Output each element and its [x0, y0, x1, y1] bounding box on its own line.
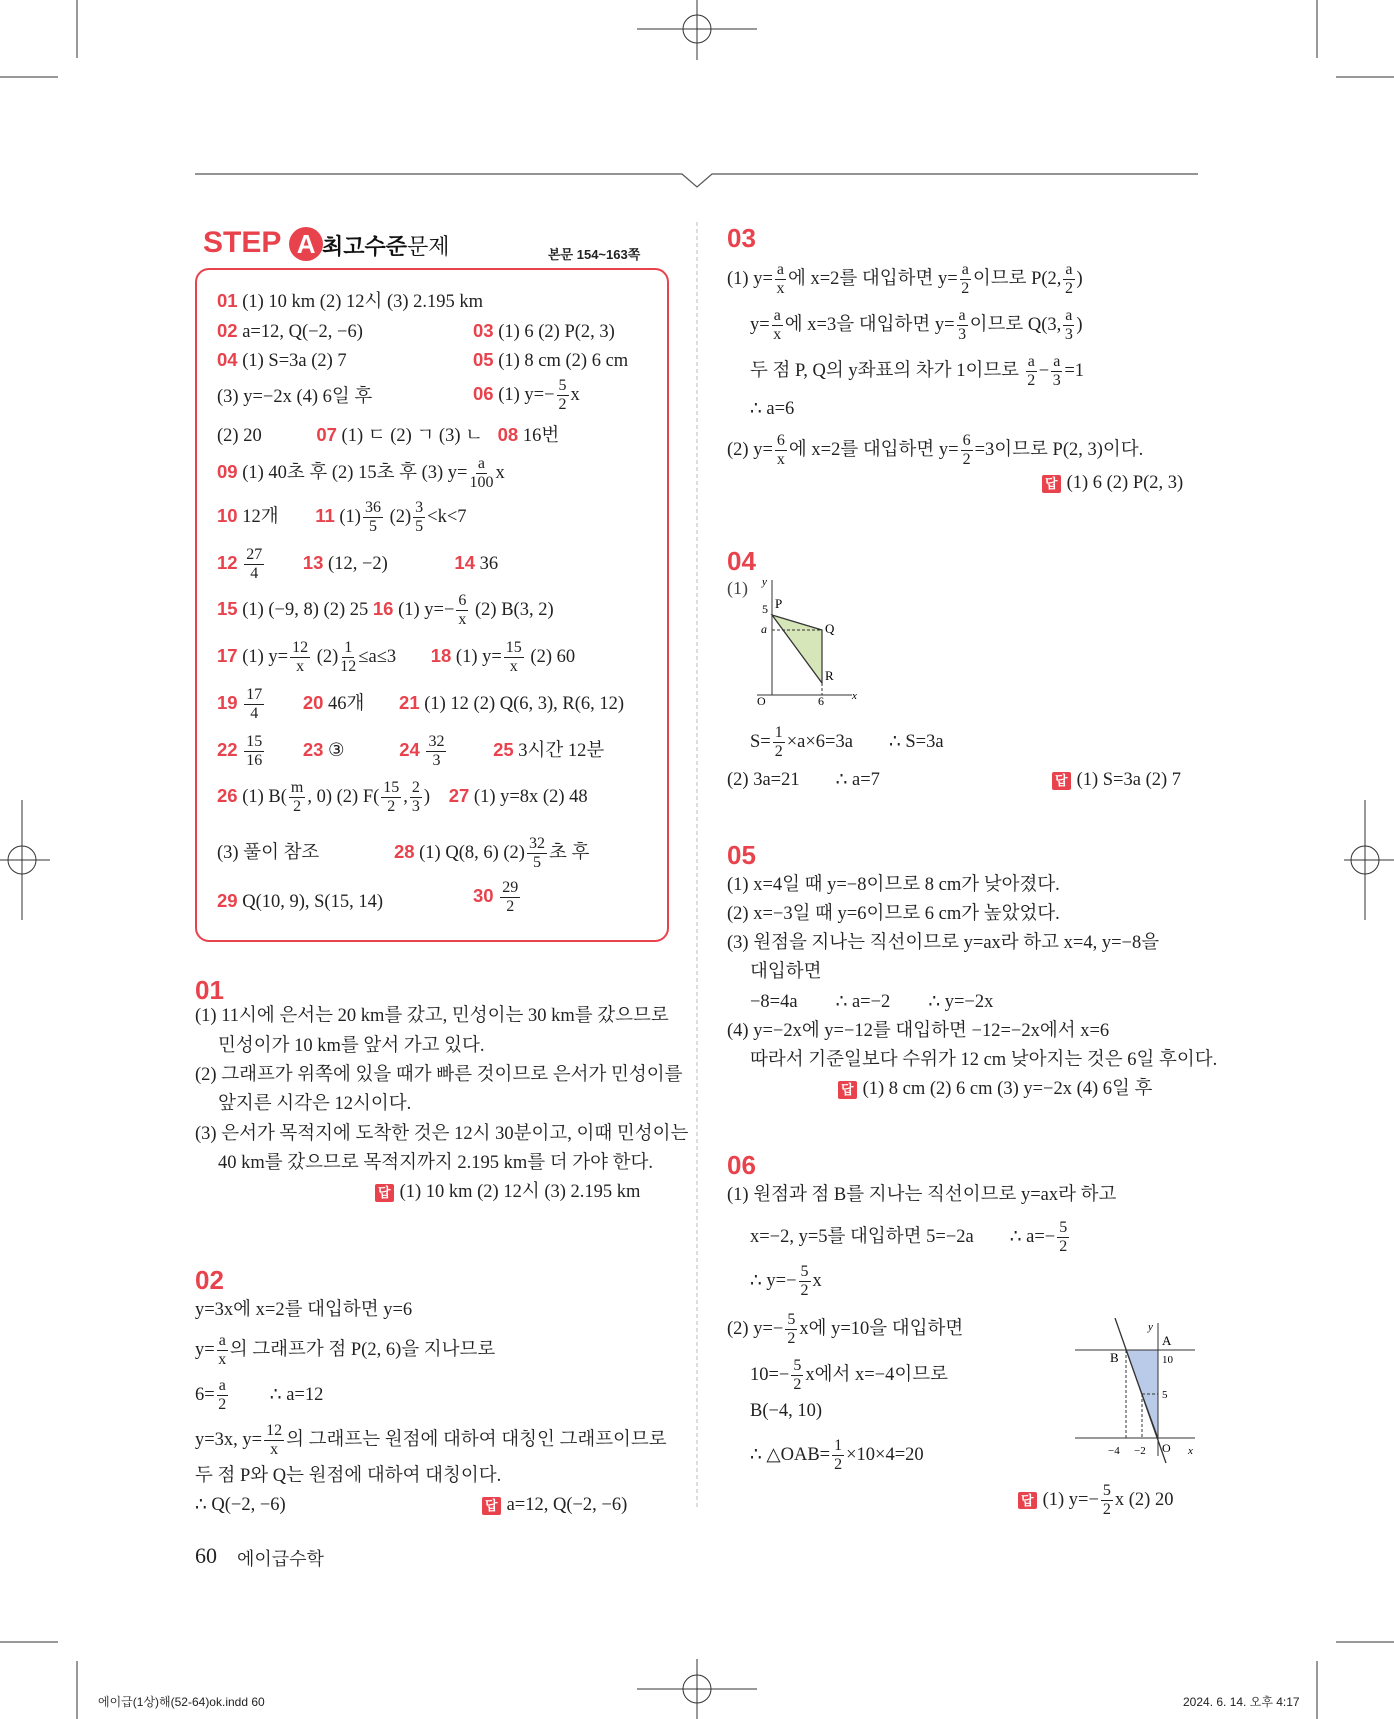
svg-text:x: x: [1188, 1445, 1193, 1457]
s01-line-6: 40 km를 갔으므로 목적지까지 2.195 km를 더 가야 한다.: [218, 1153, 653, 1173]
s06-line-1: (1) 원점과 점 B를 지나는 직선이므로 y=ax라 하고: [727, 1185, 1117, 1205]
svg-text:5: 5: [762, 602, 768, 616]
summary-row-10: 17 (1) y= $\frac{12}{x}$ (2) $\frac{1}{12}$ ≤a≤3 18 (1) y= $\frac{15}{x}$ (2) 60: [217, 639, 576, 675]
s05-line-7: 따라서 기준일보다 수위가 12 cm 낮아지는 것은 6일 후이다.: [750, 1050, 1218, 1070]
summary-row-12: 22 $\frac{15}{16}$ 23 ③ 24 $\frac{32}{3}$ 25 3시간 12분: [217, 733, 605, 769]
s06-line-2: x=−2, y=5를 대입하면 5=−2a ∴ a=− $\frac{5}{2}$: [750, 1219, 1068, 1255]
page-reference: 본문 154~163쪽: [548, 247, 641, 262]
summary-row-8: 12 $\frac{27}{4}$ 13 (12, −2) 14 36: [217, 546, 499, 582]
svg-text:Q: Q: [825, 621, 835, 636]
summary-row-15: 29 Q(10, 9), S(15, 14): [217, 890, 383, 912]
s03-line-4: ∴ a=6: [750, 399, 795, 419]
s06-line-6: B(−4, 10): [750, 1401, 823, 1421]
summary-row-7: 10 12개 11 (1) $\frac{36}{5}$ (2) $\frac{3}{5}$ <k<7: [217, 499, 467, 535]
graph-triangle-oab: [1070, 1318, 1200, 1468]
s01-answer: 답 (1) 10 km (2) 12시 (3) 2.195 km: [375, 1181, 640, 1203]
svg-text:10: 10: [1162, 1354, 1173, 1366]
page-number: 60: [195, 1543, 217, 1568]
s06-line-7: ∴ △OAB= $\frac{1}{2}$ ×10×4=20: [750, 1437, 924, 1473]
s04-line-2: (2) 3a=21 ∴ a=7: [727, 770, 880, 790]
s05-answer: 답 (1) 8 cm (2) 6 cm (3) y=−2x (4) 6일 후: [838, 1078, 1152, 1100]
s05-line-6: (4) y=−2x에 y=−12를 대입하면 −12=−2x에서 x=6: [727, 1021, 1110, 1041]
summary-row-2a: 02 a=12, Q(−2, −6): [217, 320, 363, 342]
s01-line-4: 앞지른 시각은 12시이다.: [218, 1094, 412, 1114]
summary-row-3b: 05 (1) 8 cm (2) 6 cm: [473, 349, 629, 371]
s02-line-5: 두 점 P와 Q는 원점에 대하여 대칭이다.: [195, 1466, 502, 1486]
s02-line-6: ∴ Q(−2, −6): [195, 1495, 286, 1515]
svg-text:a: a: [761, 622, 767, 636]
s02-line-2: y= $\frac{a}{x}$ 의 그래프가 점 P(2, 6)을 지나므로: [195, 1332, 496, 1368]
svg-text:6: 6: [818, 694, 824, 705]
s02-answer: 답 a=12, Q(−2, −6): [482, 1494, 627, 1516]
svg-text:B: B: [1110, 1350, 1119, 1365]
solution-03-number: 03: [727, 223, 756, 253]
svg-text:x: x: [852, 690, 857, 702]
s02-line-3: 6= $\frac{a}{2}$ ∴ a=12: [195, 1377, 324, 1413]
svg-text:P: P: [775, 596, 783, 611]
s03-line-5: (2) y= $\frac{6}{x}$ 에 x=2를 대입하면 y= $\frac{6}{2}$ =3이므로 P(2, 3)이다.: [727, 432, 1144, 468]
s06-line-5: 10=− $\frac{5}{2}$ x에서 x=−4이므로: [750, 1357, 948, 1393]
svg-text:y: y: [762, 576, 767, 588]
svg-text:R: R: [825, 668, 834, 683]
summary-row-9: 15 (1) (−9, 8) (2) 25 16 (1) y=− $\frac{6}{x}$ (2) B(3, 2): [217, 592, 554, 628]
section-title: 최고수준문제: [322, 234, 450, 259]
summary-row-6: 09 (1) 40초 후 (2) 15초 후 (3) y= $\frac{a}{100}$ x: [217, 455, 505, 491]
s01-line-1: (1) 11시에 은서는 20 km를 갔고, 민성이는 30 km를 갔으므로: [195, 1006, 669, 1026]
summary-row-11: 19 $\frac{17}{4}$ 20 46개 21 (1) 12 (2) Q(6, 3), R(6, 12): [217, 686, 625, 722]
s02-line-1: y=3x에 x=2를 대입하면 y=6: [195, 1300, 413, 1320]
answer-tag: 답: [482, 1497, 501, 1515]
s05-line-3: (3) 원점을 지나는 직선이므로 y=ax라 하고 x=4, y=−8을: [727, 933, 1160, 953]
s03-line-3: 두 점 P, Q의 y좌표의 차가 1이므로 $\frac{a}{2}$ − $\frac{a}{3}$ =1: [750, 353, 1085, 389]
svg-text:−2: −2: [1134, 1445, 1146, 1457]
summary-row-4b: 06 (1) y=− $\frac{5}{2}$ x: [473, 377, 580, 413]
answer-tag: 답: [1018, 1492, 1037, 1510]
summary-row-1: 01 (1) 10 km (2) 12시 (3) 2.195 km: [217, 290, 484, 312]
step-label: STEP A: [203, 226, 323, 261]
print-filename: 에이급(1상)해(52-64)ok.indd 60: [98, 1695, 265, 1709]
answer-tag: 답: [838, 1081, 857, 1099]
summary-row-4a: (3) y=−2x (4) 6일 후: [217, 387, 373, 407]
step-letter-badge: A: [289, 227, 323, 261]
s05-line-1: (1) x=4일 때 y=−8이므로 8 cm가 낮아졌다.: [727, 875, 1060, 895]
svg-text:−4: −4: [1108, 1445, 1120, 1457]
summary-row-3a: 04 (1) S=3a (2) 7: [217, 349, 347, 371]
s06-line-3: ∴ y=− $\frac{5}{2}$ x: [750, 1263, 822, 1299]
s06-answer: 답 (1) y=− $\frac{5}{2}$ x (2) 20: [1018, 1483, 1173, 1518]
s05-line-5: −8=4a ∴ a=−2 ∴ y=−2x: [750, 992, 994, 1012]
solution-04-number: 04: [727, 546, 756, 576]
s01-line-5: (3) 은서가 목적지에 도착한 것은 12시 30분이고, 이때 민성이는: [195, 1124, 689, 1144]
summary-row-5: (2) 20 07 (1) ㄷ (2) ㄱ (3) ㄴ 08 16번: [217, 424, 560, 446]
s02-line-4: y=3x, y= $\frac{12}{x}$ 의 그래프는 원점에 대하여 대칭인 그래프이므로: [195, 1422, 667, 1458]
summary-row-2b: 03 (1) 6 (2) P(2, 3): [473, 320, 615, 342]
s03-line-2: y= $\frac{a}{x}$ 에 x=3을 대입하면 y= $\frac{a}{3}$ 이므로 Q(3, $\frac{a}{3}$ ): [750, 307, 1083, 343]
s04-part1: (1): [727, 578, 748, 598]
s05-line-4: 대입하면: [750, 962, 822, 982]
solution-05-number: 05: [727, 840, 756, 870]
svg-text:O: O: [757, 694, 766, 705]
solution-02-number: 02: [195, 1265, 224, 1295]
svg-text:y: y: [1148, 1321, 1153, 1333]
s03-answer: 답 (1) 6 (2) P(2, 3): [1042, 472, 1183, 494]
s03-line-1: (1) y= $\frac{a}{x}$ 에 x=2를 대입하면 y= $\frac{a}{2}$ 이므로 P(2, $\frac{a}{2}$ ): [727, 261, 1083, 297]
s04-line-1: S= $\frac{1}{2}$ ×a×6=3a ∴ S=3a: [750, 724, 944, 760]
svg-text:O: O: [1162, 1441, 1171, 1455]
s01-line-3: (2) 그래프가 위쪽에 있을 때가 빠른 것이므로 은서가 민성이를: [195, 1065, 683, 1085]
svg-text:A: A: [1162, 1333, 1172, 1348]
s05-line-2: (2) x=−3일 때 y=6이므로 6 cm가 높았었다.: [727, 904, 1060, 924]
solution-06-number: 06: [727, 1150, 756, 1180]
svg-text:5: 5: [1162, 1389, 1168, 1401]
print-date: 2024. 6. 14. 오후 4:17: [1183, 1695, 1300, 1709]
book-title: 에이급수학: [237, 1549, 324, 1569]
summary-row-13: 26 (1) B( $\frac{m}{2}$ , 0) (2) F( $\frac{15}{2}$ , $\frac{2}{3}$ ) 27 (1) y=8x (2) 48: [217, 779, 588, 815]
summary-row-15b: 30 $\frac{29}{2}$: [473, 879, 519, 915]
answer-tag: 답: [1052, 772, 1071, 790]
s04-answer: 답 (1) S=3a (2) 7: [1052, 769, 1181, 791]
s06-line-4: (2) y=− $\frac{5}{2}$ x에 y=10을 대입하면: [727, 1311, 964, 1347]
solution-01-number: 01: [195, 975, 224, 1005]
graph-triangle-pqr: [752, 575, 882, 705]
summary-row-14: (3) 풀이 참조 28 (1) Q(8, 6) (2) $\frac{32}{5}$ 초 후: [217, 835, 590, 871]
answer-tag: 답: [1042, 475, 1061, 493]
s01-line-2: 민성이가 10 km를 앞서 가고 있다.: [218, 1036, 485, 1056]
answer-tag: 답: [375, 1184, 394, 1202]
